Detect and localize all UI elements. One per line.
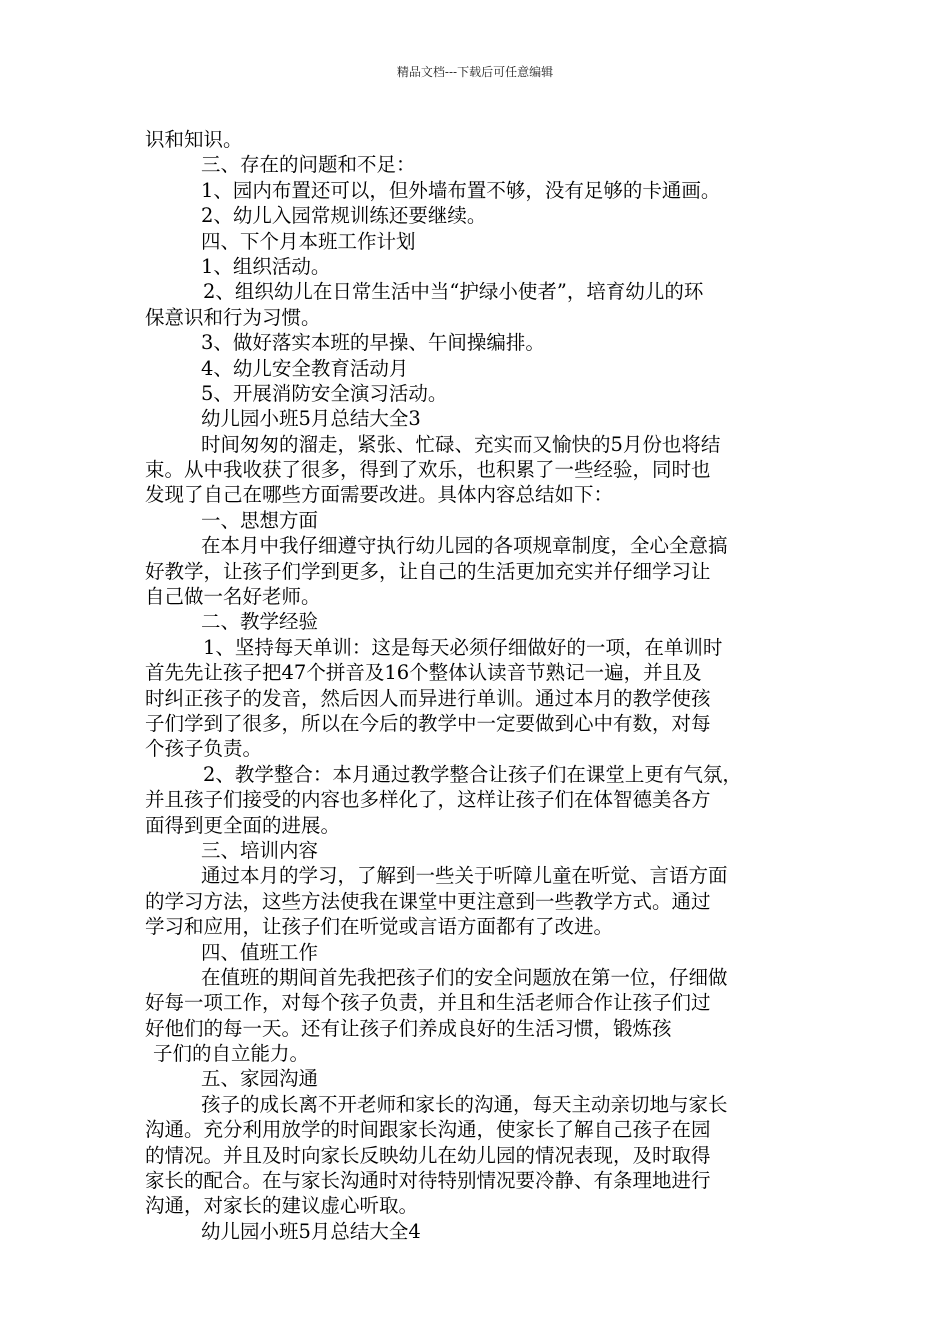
list-item: 2、幼儿入园常规训练还要继续。 [201,204,487,228]
paragraph-line: 在值班的期间首先我把孩子们的安全问题放在第一位，仔细做 [201,965,728,989]
paragraph-line: 在本月中我仔细遵守执行幼儿园的各项规章制度，全心全意搞 [201,534,728,558]
section-heading: 三、存在的问题和不足： [201,153,416,177]
paragraph-line: 好教学，让孩子们学到更多，让自己的生活更加充实并仔细学习让 [145,559,711,583]
list-item: 3、做好落实本班的早操、午间操编排。 [201,331,545,355]
paragraph-line: 沟通。充分利用放学的时间跟家长沟通，使家长了解自己孩子在园 [145,1118,711,1142]
paragraph-line: 家长的配合。在与家长沟通时对待特别情况要冷静、有条理地进行 [145,1169,711,1193]
article-title: 幼儿园小班5月总结大全4 [201,1219,421,1243]
paragraph-line: 好每一项工作，对每个孩子负责，并且和生活老师合作让孩子们过 [145,991,711,1015]
paragraph-line: 孩子的成长离不开老师和家长的沟通，每天主动亲切地与家长 [201,1092,728,1116]
text-line: 识和知识。 [145,128,243,151]
paragraph-line: 束。从中我收获了很多，得到了欢乐，也积累了一些经验，同时也 [145,458,711,482]
paragraph-line: 自己做一名好老师。 [145,585,321,609]
paragraph-line: 2、教学整合：本月通过教学整合让孩子们在课堂上更有气氛， [203,762,742,786]
paragraph-line: 个孩子负责。 [145,737,263,761]
section-heading: 四、值班工作 [201,940,319,964]
paragraph-line: 子们学到了很多，所以在今后的教学中一定要做到心中有数，对每 [145,711,711,735]
page-header: 精品文档---下载后可任意编辑 [396,65,554,79]
document-body [145,127,825,1244]
paragraph-line: 好他们的每一天。还有让孩子们养成良好的生活习惯，锻炼孩 [145,1016,672,1040]
section-heading: 五、家园沟通 [201,1067,319,1091]
paragraph-line: 1、坚持每天单训：这是每天必须仔细做好的一项，在单训时 [203,635,723,659]
paragraph-line: 学习和应用，让孩子们在听觉或言语方面都有了改进。 [145,915,614,939]
paragraph-line: 发现了自己在哪些方面需要改进。具体内容总结如下： [145,483,614,507]
list-item: 4、幼儿安全教育活动月 [201,356,409,380]
section-heading: 一、思想方面 [201,508,319,532]
paragraph-line: 的情况。并且及时向家长反映幼儿在幼儿园的情况表现，及时取得 [145,1143,711,1167]
text-line: 保意识和行为习惯。 [145,305,321,329]
list-item: 1、园内布置还可以，但外墙布置不够，没有足够的卡通画。 [201,178,721,202]
list-item: 5、开展消防安全演习活动。 [201,381,448,405]
list-item: 1、组织活动。 [201,254,331,278]
paragraph-line: 面得到更全面的进展。 [145,813,341,837]
paragraph-line: 子们的自立能力。 [153,1042,310,1066]
paragraph-line: 时间匆匆的溜走，紧张、忙碌、充实而又愉快的5月份也将结 [201,432,721,456]
article-title: 幼儿园小班5月总结大全3 [201,407,421,431]
paragraph-line: 沟通，对家长的建议虚心听取。 [145,1194,419,1218]
paragraph-line: 并且孩子们接受的内容也多样化了，这样让孩子们在体智德美各方 [145,788,711,812]
paragraph-line: 的学习方法，这些方法使我在课堂中更注意到一些教学方式。通过 [145,889,711,913]
paragraph-line: 首先先让孩子把47个拼音及16个整体认读音节熟记一遍，并且及 [145,661,702,685]
paragraph-line: 通过本月的学习，了解到一些关于听障儿童在听觉、言语方面 [201,864,728,888]
section-heading: 三、培训内容 [201,838,319,862]
section-heading: 四、下个月本班工作计划 [201,229,416,253]
paragraph-line: 时纠正孩子的发音，然后因人而异进行单训。通过本月的教学使孩 [145,686,711,710]
section-heading: 二、教学经验 [201,610,319,634]
list-item: 2、组织幼儿在日常生活中当“护绿小使者”，培育幼儿的环 [203,280,704,304]
